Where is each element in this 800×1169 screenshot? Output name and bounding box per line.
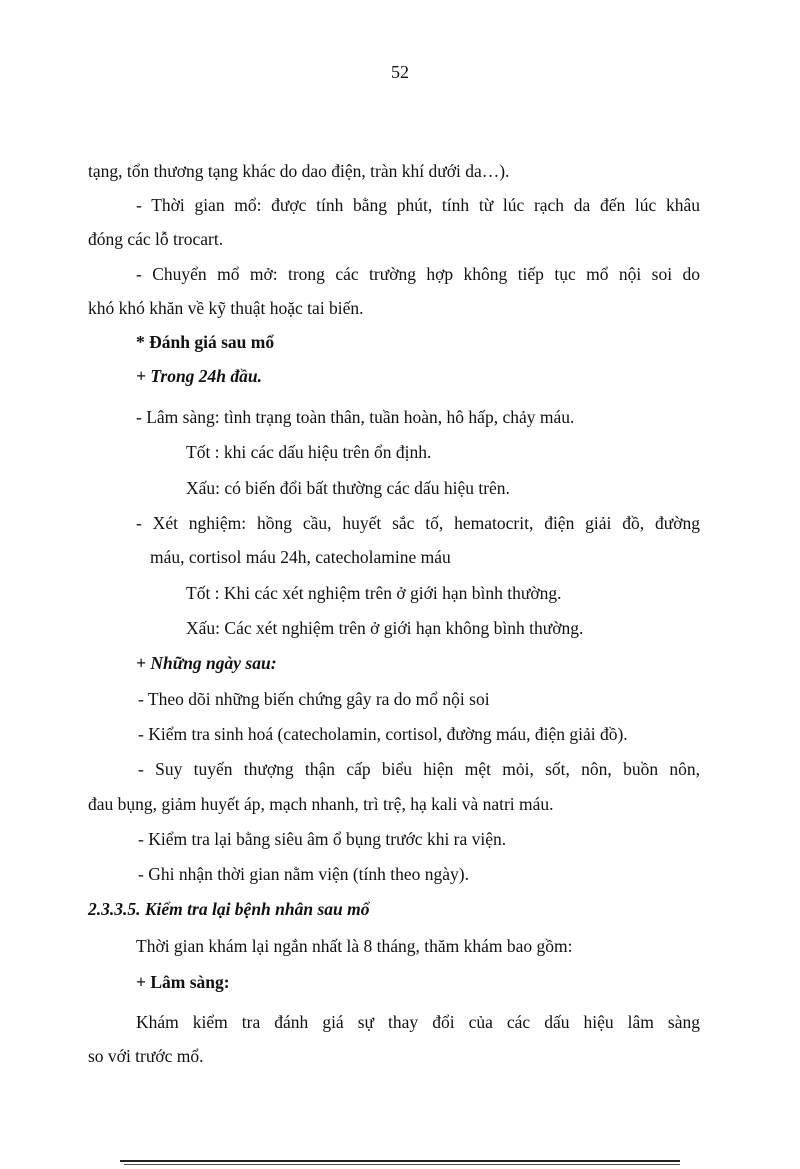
page-number: 52 bbox=[391, 62, 409, 82]
body-line: - Ghi nhận thời gian nằm viện (tính theo ngày). bbox=[138, 864, 469, 884]
body-line: so với trước mổ. bbox=[88, 1046, 204, 1066]
body-line: máu, cortisol máu 24h, catecholamine máu bbox=[150, 547, 451, 567]
body-line: Khám kiểm tra đánh giá sự thay đổi của các dấu hiệu lâm sàng bbox=[136, 1012, 700, 1032]
body-line: - Chuyển mổ mở: trong các trường hợp không tiếp tục mổ nội soi do bbox=[136, 264, 700, 284]
section-heading: * Đánh giá sau mổ bbox=[136, 332, 275, 352]
footer-rule-thin bbox=[124, 1164, 680, 1165]
footer-rule bbox=[120, 1160, 680, 1162]
body-line: khó khó khăn về kỹ thuật hoặc tai biến. bbox=[88, 298, 364, 318]
subsection-heading: + Lâm sàng: bbox=[136, 972, 230, 992]
body-line: đóng các lỗ trocart. bbox=[88, 229, 224, 249]
body-line: - Suy tuyến thượng thận cấp biểu hiện mệt mỏi, sốt, nôn, buồn nôn, bbox=[138, 759, 700, 779]
subsection-heading: + Trong 24h đầu. bbox=[136, 366, 263, 386]
section-heading: 2.3.3.5. Kiểm tra lại bệnh nhân sau mổ bbox=[88, 899, 370, 919]
body-line: - Theo dõi những biến chứng gây ra do mổ nội soi bbox=[138, 689, 490, 709]
body-line: Thời gian khám lại ngắn nhất là 8 tháng, thăm khám bao gồm: bbox=[136, 936, 573, 956]
body-line: - Kiểm tra sinh hoá (catecholamin, cortisol, đường máu, điện giải đồ). bbox=[138, 724, 628, 744]
body-line: - Thời gian mổ: được tính bằng phút, tính từ lúc rạch da đến lúc khâu bbox=[136, 195, 700, 215]
body-line: Tốt : Khi các xét nghiệm trên ở giới hạn bình thường. bbox=[186, 583, 562, 603]
body-line: - Lâm sàng: tình trạng toàn thân, tuần hoàn, hô hấp, chảy máu. bbox=[136, 407, 575, 427]
body-line: tạng, tổn thương tạng khác do dao điện, tràn khí dưới da…). bbox=[88, 161, 510, 181]
subsection-heading: + Những ngày sau: bbox=[136, 653, 277, 673]
body-line: Tốt : khi các dấu hiệu trên ổn định. bbox=[186, 442, 432, 462]
body-line: - Xét nghiệm: hồng cầu, huyết sắc tố, hematocrit, điện giải đồ, đường bbox=[136, 513, 700, 533]
body-line: - Kiểm tra lại bằng siêu âm ổ bụng trước khi ra viện. bbox=[138, 829, 507, 849]
body-line: đau bụng, giảm huyết áp, mạch nhanh, trì trệ, hạ kali và natri máu. bbox=[88, 794, 554, 814]
body-line: Xấu: Các xét nghiệm trên ở giới hạn không bình thường. bbox=[186, 618, 584, 638]
body-line: Xấu: có biến đổi bất thường các dấu hiệu trên. bbox=[186, 478, 510, 498]
